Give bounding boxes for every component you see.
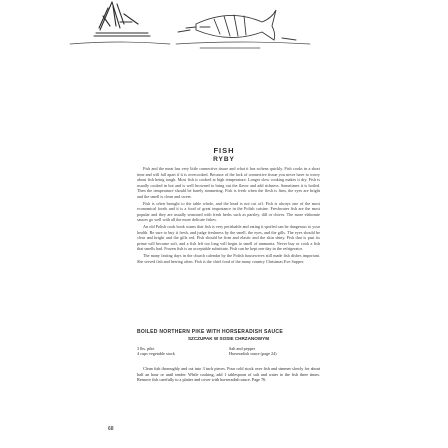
recipe-title-polish: SZCZUPAK W SOSIE CHRZANOWYM xyxy=(187,336,270,341)
intro-paragraph: Fish is often brought to the table whole, and the head is not cut off. Fish is always one of the most economical foods and it is a food of great importance in the Polish cuisine. Freshwater fish are the most popular and they are usually seasoned with fresh herbs such as parsley, dill or chives. The more elaborate sauces go well with all the more delicate fishes. xyxy=(137,200,320,223)
ingredient-item: Horseradish sauce (page 24) xyxy=(229,351,277,357)
ingredient-item: 4 cups vegetable stock xyxy=(137,351,175,357)
intro-text xyxy=(137,166,320,264)
ingredient-item: Salt and pepper xyxy=(229,346,256,351)
intro-paragraph: Fish and the meat has very little connective tissue and what it has softens quickly. Fish cooks in a short time and will fall apart if it is overcooked. Because of the lack of connective tissue you never have to worry about fish being tough. Most fish is cooked at high temperature. Longer slow cooking makes it dry. Fish is usually cooked in hot and is well browned to bring out the flavor and add richness. Sometimes it is boiled. Then the temperature should be barely simmering. Fish is fresh when the flesh is firm, the eyes are bright and the smell is clean and sweet. xyxy=(137,166,320,199)
recipe-title xyxy=(137,329,320,341)
intro-paragraph: The many fasting days in the church calendar by the Polish housewives still made fish dishes important. She served fish and herring often. Fish is the chief food of the many country Christmas Eve Supper. xyxy=(137,252,320,264)
recipe-title-english: BOILED NORTHERN PIKE WITH HORSERADISH SAUCE xyxy=(137,329,283,335)
page-number: 68 xyxy=(108,426,114,432)
ingredient-list xyxy=(137,346,320,357)
intro-paragraph: An old Polish cook book warns that fish is very perishable and eating it spoiled can be dangerous to your health. Be sure to buy it fresh, and judge freshness by the smell, the eyes, and the gills. The eyes should be clear and bright and the gills red. Fish should be firm and elastic and the skin shiny. Fish that is past its prime will become soft, and a fish left too long will begin to smell of ammonia. Never buy or cook a fish that smells bad. Frozen fish is an acceptable substitute. Fish can be kept one day in the refrigerator. xyxy=(137,223,320,252)
chapter-title-polish: RYBY xyxy=(213,156,235,163)
fish-and-boat-sketch-icon xyxy=(0,0,448,90)
ingredient-row xyxy=(137,351,320,356)
recipe-method xyxy=(137,366,320,383)
method-paragraph: Clean fish thoroughly and cut into 3 inch pieces. Pour cold stock over fish and simmer slowly for about half an hour or until tender. While cooking, add 1 tablespoon of salt and water to the fish three times. Remove fish carefully to a platter and cover with horseradish sauce. Page 76. xyxy=(137,366,320,383)
ingredient-item: 3 lbs. pike xyxy=(137,346,155,351)
chapter-title-english: FISH xyxy=(213,146,235,155)
chapter-title xyxy=(0,146,448,163)
